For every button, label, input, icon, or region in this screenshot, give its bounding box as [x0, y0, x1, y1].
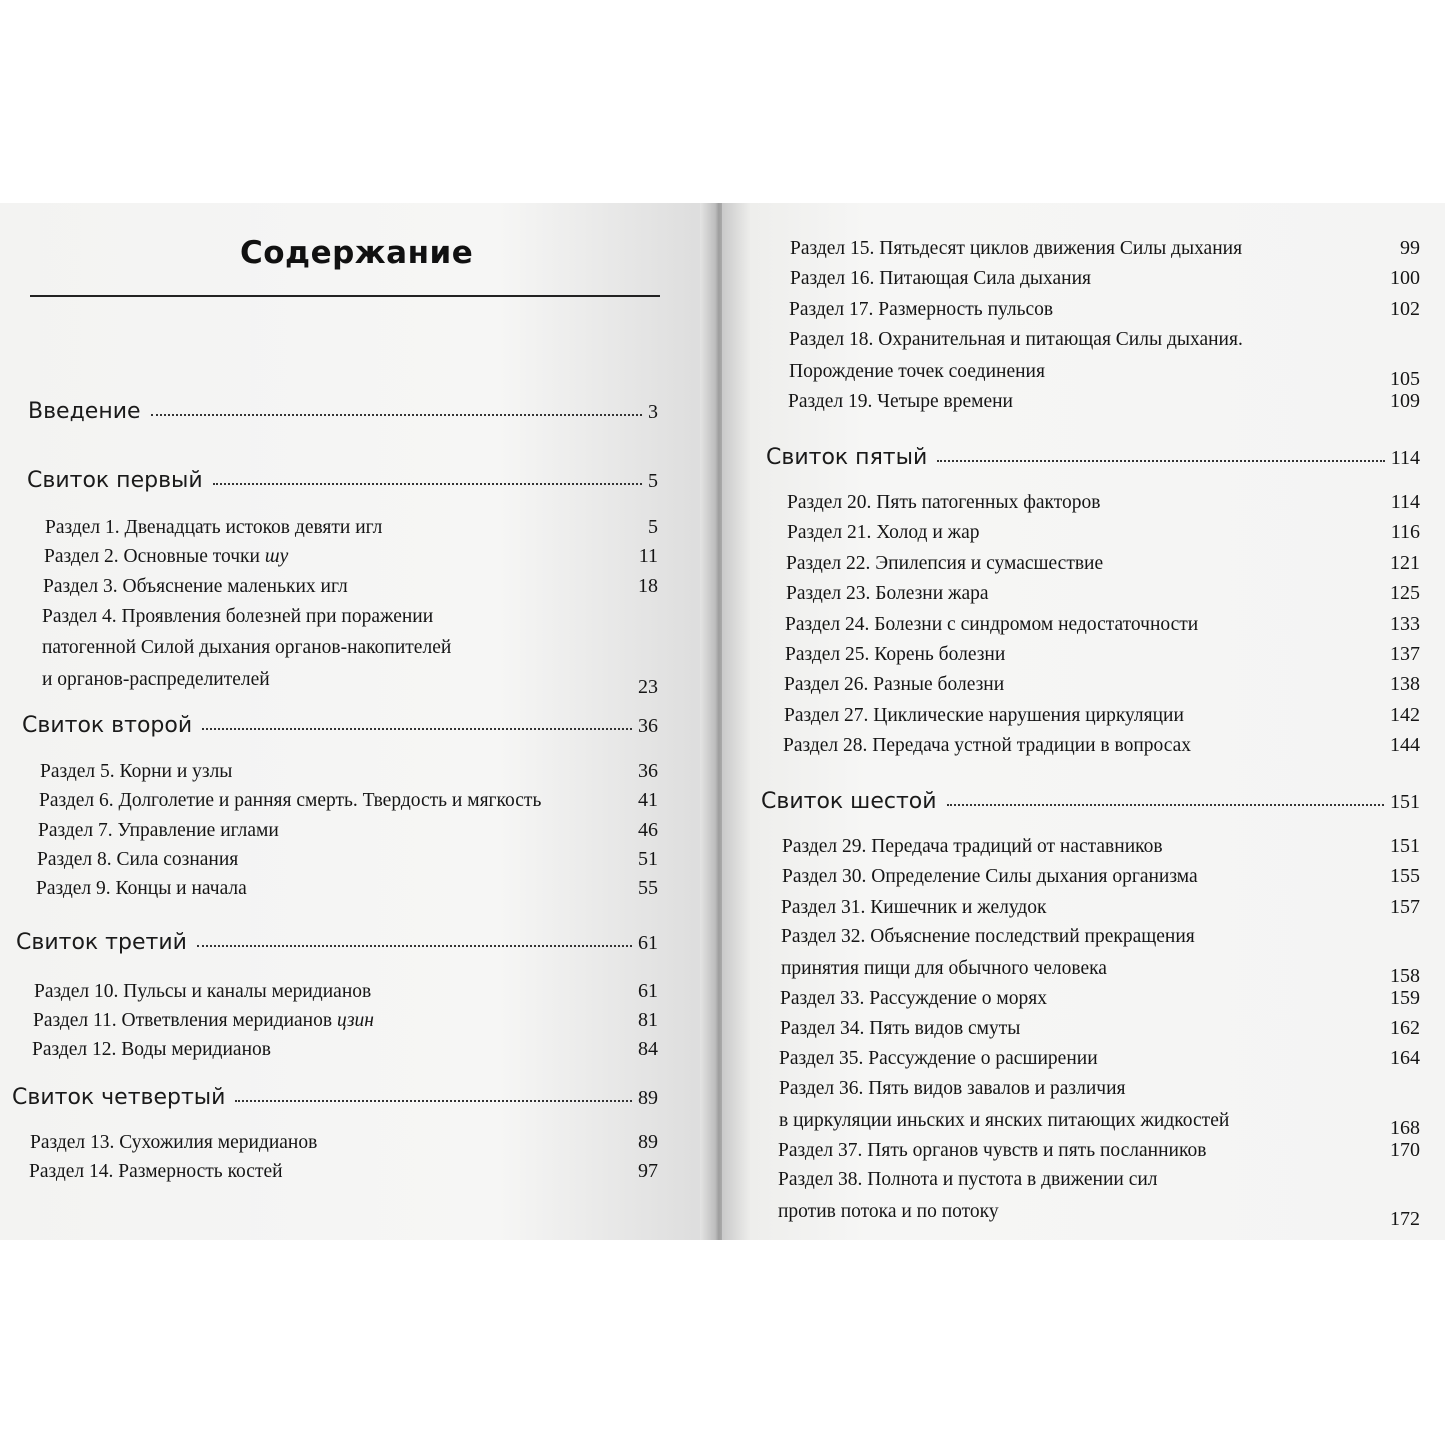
toc-section-label — [784, 674, 1004, 696]
toc-section-label — [40, 761, 232, 783]
toc-section-label — [780, 988, 1047, 1010]
toc-section-entry — [781, 896, 1420, 919]
toc-page-number: 158 — [1390, 965, 1420, 987]
toc-section-text: Раздел 25. Корень болезни — [785, 644, 1006, 665]
dot-leader — [213, 482, 642, 485]
toc-section-text: Раздел 35. Рассуждение о расширении — [779, 1048, 1098, 1069]
toc-page-number: 155 — [1390, 865, 1420, 887]
toc-section-entry — [42, 668, 658, 698]
toc-section-entry — [786, 552, 1420, 575]
toc-page-number: 100 — [1390, 267, 1420, 289]
toc-section-label: принятия пищи для обычного человека — [781, 958, 1107, 979]
toc-section-label: и органов-распределителей — [42, 669, 270, 690]
toc-section-entry — [38, 819, 658, 842]
toc-section-label — [34, 981, 371, 1003]
toc-section-text: Раздел 12. Воды меридианов — [32, 1039, 271, 1060]
toc-section-label — [39, 790, 541, 812]
toc-section-entry — [786, 582, 1420, 605]
toc-scroll-entry — [766, 445, 1420, 470]
toc-page-number: 41 — [638, 789, 658, 811]
toc-section-entry — [32, 1038, 658, 1061]
toc-section-entry — [783, 734, 1420, 757]
toc-section-entry — [790, 267, 1420, 290]
toc-page-number: 121 — [1390, 552, 1420, 574]
toc-section-entry — [37, 848, 658, 871]
toc-section-entry — [785, 613, 1420, 636]
toc-section-label — [790, 238, 1242, 260]
toc-page-number: 102 — [1390, 298, 1420, 320]
toc-section-label-line: Раздел 4. Проявления болезней при поражении — [42, 606, 434, 627]
toc-scroll-label: Свиток третий — [16, 930, 187, 955]
toc-page-number: 170 — [1390, 1139, 1420, 1161]
toc-section-text: Раздел 5. Корни и узлы — [40, 761, 233, 782]
toc-page-number: 114 — [1390, 491, 1420, 513]
toc-section-text: Раздел 6. Долголетие и ранняя смерть. Твердость и мягкость — [39, 790, 542, 811]
toc-section-text: Раздел 9. Концы и начала — [36, 878, 247, 899]
toc-section-text: Раздел 28. Передача устной традиции в вопросах — [783, 735, 1192, 756]
dot-leader — [202, 727, 632, 730]
toc-section-label — [30, 1132, 317, 1154]
toc-page-number: 157 — [1390, 896, 1420, 918]
toc-page-number: 99 — [1400, 237, 1420, 259]
dot-leader — [235, 1099, 632, 1102]
toc-page-number: 151 — [1390, 835, 1420, 857]
toc-section-text: Раздел 8. Сила сознания — [37, 849, 239, 870]
toc-section-text: Раздел 14. Размерность костей — [29, 1161, 283, 1182]
toc-page-number: 3 — [648, 401, 658, 423]
toc-section-label — [32, 1039, 271, 1061]
toc-section-entry — [789, 298, 1420, 321]
toc-section-text: Раздел 24. Болезни с синдромом недостаточности — [785, 614, 1199, 635]
toc-page-number: 36 — [638, 715, 658, 737]
toc-page-number: 168 — [1390, 1117, 1420, 1139]
toc-section-text: Раздел 31. Кишечник и желудок — [781, 897, 1047, 918]
toc-page-number: 89 — [638, 1087, 658, 1109]
toc-page-number: 5 — [648, 470, 658, 492]
toc-section-label — [782, 836, 1163, 858]
toc-section-entry — [785, 643, 1420, 666]
toc-page-number: 5 — [648, 516, 658, 538]
toc-page-number: 46 — [638, 819, 658, 841]
dot-leader — [947, 803, 1384, 806]
toc-section-entry — [780, 1017, 1420, 1040]
toc-section-entry — [29, 1160, 658, 1183]
book-spread — [0, 203, 1445, 1240]
toc-section-text: Раздел 3. Объяснение маленьких игл — [43, 576, 348, 597]
toc-section-entry — [780, 987, 1420, 1010]
toc-section-label — [785, 644, 1005, 666]
toc-page-number: 81 — [638, 1009, 658, 1031]
toc-section-entry — [789, 360, 1420, 390]
toc-page-number: 61 — [638, 980, 658, 1002]
toc-section-label — [790, 268, 1091, 290]
toc-section-label: в циркуляции иньских и янских питающих жидкостей — [779, 1110, 1230, 1131]
toc-page-number: 116 — [1390, 521, 1420, 543]
toc-section-label — [29, 1161, 283, 1183]
toc-page-number: 172 — [1390, 1208, 1420, 1230]
toc-section-entry — [784, 673, 1420, 696]
dot-leader — [937, 459, 1384, 462]
toc-section-text: Раздел 13. Сухожилия меридианов — [30, 1132, 318, 1153]
toc-section-entry — [784, 704, 1420, 727]
toc-section-text: Раздел 30. Определение Силы дыхания организма — [782, 866, 1198, 887]
toc-section-entry — [44, 545, 658, 568]
toc-scroll-entry — [28, 399, 658, 424]
toc-section-label — [44, 546, 288, 568]
toc-section-label — [38, 820, 279, 842]
toc-section-entry — [787, 521, 1420, 544]
toc-scroll-entry — [16, 930, 658, 955]
toc-section-label — [45, 517, 382, 539]
toc-section-label — [43, 576, 348, 598]
toc-section-entry — [33, 1009, 658, 1032]
toc-section-entry — [45, 516, 658, 539]
toc-page-number: 142 — [1390, 704, 1420, 726]
toc-scroll-label: Свиток первый — [27, 468, 203, 493]
toc-section-label — [786, 583, 989, 605]
toc-section-label-line: Раздел 32. Объяснение последствий прекращения — [781, 926, 1195, 947]
toc-section-italic-term: шу — [264, 546, 289, 567]
toc-section-label — [37, 849, 238, 871]
toc-scroll-entry — [12, 1085, 658, 1110]
toc-section-text: Раздел 23. Болезни жара — [786, 583, 989, 604]
toc-scroll-entry — [761, 789, 1420, 814]
toc-scroll-label: Свиток четвертый — [12, 1085, 226, 1110]
toc-section-text: Раздел 37. Пять органов чувств и пять посланников — [778, 1140, 1207, 1161]
toc-section-text: Раздел 10. Пульсы и каналы меридианов — [34, 981, 372, 1002]
toc-section-label — [779, 1048, 1098, 1070]
toc-section-label-line: Раздел 38. Полнота и пустота в движении сил — [778, 1169, 1158, 1190]
toc-page-number: 36 — [638, 760, 658, 782]
toc-page-number: 18 — [638, 575, 658, 597]
toc-section-label — [778, 1140, 1206, 1162]
toc-page-number: 133 — [1390, 613, 1420, 635]
toc-section-text: Раздел 29. Передача традиций от наставников — [782, 836, 1163, 857]
toc-section-entry — [782, 865, 1420, 888]
toc-section-label: Порождение точек соединения — [789, 361, 1045, 382]
toc-section-entry — [778, 1200, 1420, 1230]
toc-section-label — [787, 522, 980, 544]
toc-section-label — [784, 705, 1184, 727]
toc-page-number: 144 — [1390, 734, 1420, 756]
toc-section-text: Раздел 22. Эпилепсия и сумасшествие — [786, 553, 1104, 574]
toc-section-text: Раздел 20. Пять патогенных факторов — [787, 492, 1101, 513]
toc-page-number: 97 — [638, 1160, 658, 1182]
toc-page-number: 55 — [638, 877, 658, 899]
toc-section-entry — [788, 390, 1420, 413]
toc-section-label: против потока и по потоку — [778, 1201, 999, 1222]
toc-page-number: 137 — [1390, 643, 1420, 665]
left-page — [0, 203, 712, 1240]
toc-page-number: 89 — [638, 1131, 658, 1153]
toc-section-entry — [781, 957, 1420, 987]
toc-page-number: 114 — [1390, 447, 1420, 469]
toc-section-label — [783, 735, 1191, 757]
toc-page-number: 51 — [638, 848, 658, 870]
toc-page-number: 105 — [1390, 368, 1420, 390]
toc-section-text: Раздел 16. Питающая Сила дыхания — [790, 268, 1092, 289]
toc-section-text: Раздел 2. Основные точки — [44, 546, 265, 567]
toc-section-label — [789, 299, 1053, 321]
toc-section-label — [786, 553, 1103, 575]
toc-page-number: 138 — [1390, 673, 1420, 695]
toc-section-text: Раздел 27. Циклические нарушения циркуляции — [784, 705, 1184, 726]
toc-section-entry — [30, 1131, 658, 1154]
toc-page-number: 125 — [1390, 582, 1420, 604]
dot-leader — [197, 944, 632, 947]
toc-section-label — [787, 492, 1100, 514]
toc-section-text: Раздел 33. Рассуждение о морях — [780, 988, 1047, 1009]
toc-page-number: 151 — [1390, 791, 1420, 813]
toc-page-number: 11 — [638, 545, 658, 567]
toc-page-number: 162 — [1390, 1017, 1420, 1039]
toc-section-text: Раздел 26. Разные болезни — [784, 674, 1005, 695]
toc-section-label — [788, 391, 1013, 413]
toc-section-text: Раздел 15. Пятьдесят циклов движения Силы дыхания — [790, 238, 1243, 259]
toc-section-entry — [779, 1109, 1420, 1139]
toc-section-label — [36, 878, 247, 900]
toc-page-number: 159 — [1390, 987, 1420, 1009]
toc-page-number: 84 — [638, 1038, 658, 1060]
toc-section-entry — [790, 237, 1420, 260]
toc-section-label — [33, 1010, 374, 1032]
toc-section-label-line: Раздел 18. Охранительная и питающая Силы дыхания. — [789, 329, 1243, 350]
toc-section-entry — [778, 1139, 1420, 1162]
toc-section-entry — [36, 877, 658, 900]
toc-scroll-entry — [27, 468, 658, 493]
toc-scroll-label: Свиток шестой — [761, 789, 937, 814]
toc-section-label — [781, 897, 1047, 919]
toc-section-label — [782, 866, 1198, 888]
toc-section-label — [780, 1018, 1020, 1040]
toc-section-text: Раздел 11. Ответвления меридианов — [33, 1010, 337, 1031]
toc-section-entry — [782, 835, 1420, 858]
toc-section-label-line: патогенной Силой дыхания органов-накопителей — [42, 637, 452, 658]
toc-section-label — [785, 614, 1198, 636]
toc-section-entry — [787, 491, 1420, 514]
toc-page-number: 164 — [1390, 1047, 1420, 1069]
toc-page-number: 23 — [638, 676, 658, 698]
dot-leader — [151, 413, 642, 416]
toc-scroll-label: Свиток пятый — [766, 445, 928, 470]
toc-section-italic-term: цзин — [336, 1010, 374, 1031]
toc-section-entry — [34, 980, 658, 1003]
toc-scroll-label: Свиток второй — [22, 713, 193, 738]
toc-section-text: Раздел 17. Размерность пульсов — [789, 299, 1054, 320]
title-rule — [30, 295, 660, 297]
toc-page-number: 61 — [638, 932, 658, 954]
toc-scroll-entry — [22, 713, 658, 738]
page-title: Содержание — [240, 235, 474, 271]
toc-section-text: Раздел 7. Управление иглами — [38, 820, 279, 841]
toc-scroll-label: Введение — [28, 399, 141, 424]
toc-section-entry — [40, 760, 658, 783]
toc-section-entry — [39, 789, 658, 812]
toc-section-label-line: Раздел 36. Пять видов завалов и различия — [779, 1078, 1126, 1099]
toc-section-text: Раздел 1. Двенадцать истоков девяти игл — [45, 517, 383, 538]
right-page — [722, 203, 1445, 1240]
toc-page-number: 109 — [1390, 390, 1420, 412]
toc-section-text: Раздел 34. Пять видов смуты — [780, 1018, 1021, 1039]
toc-section-text: Раздел 21. Холод и жар — [787, 522, 980, 543]
toc-section-entry — [779, 1047, 1420, 1070]
toc-section-text: Раздел 19. Четыре времени — [788, 391, 1013, 412]
toc-section-entry — [43, 575, 658, 598]
